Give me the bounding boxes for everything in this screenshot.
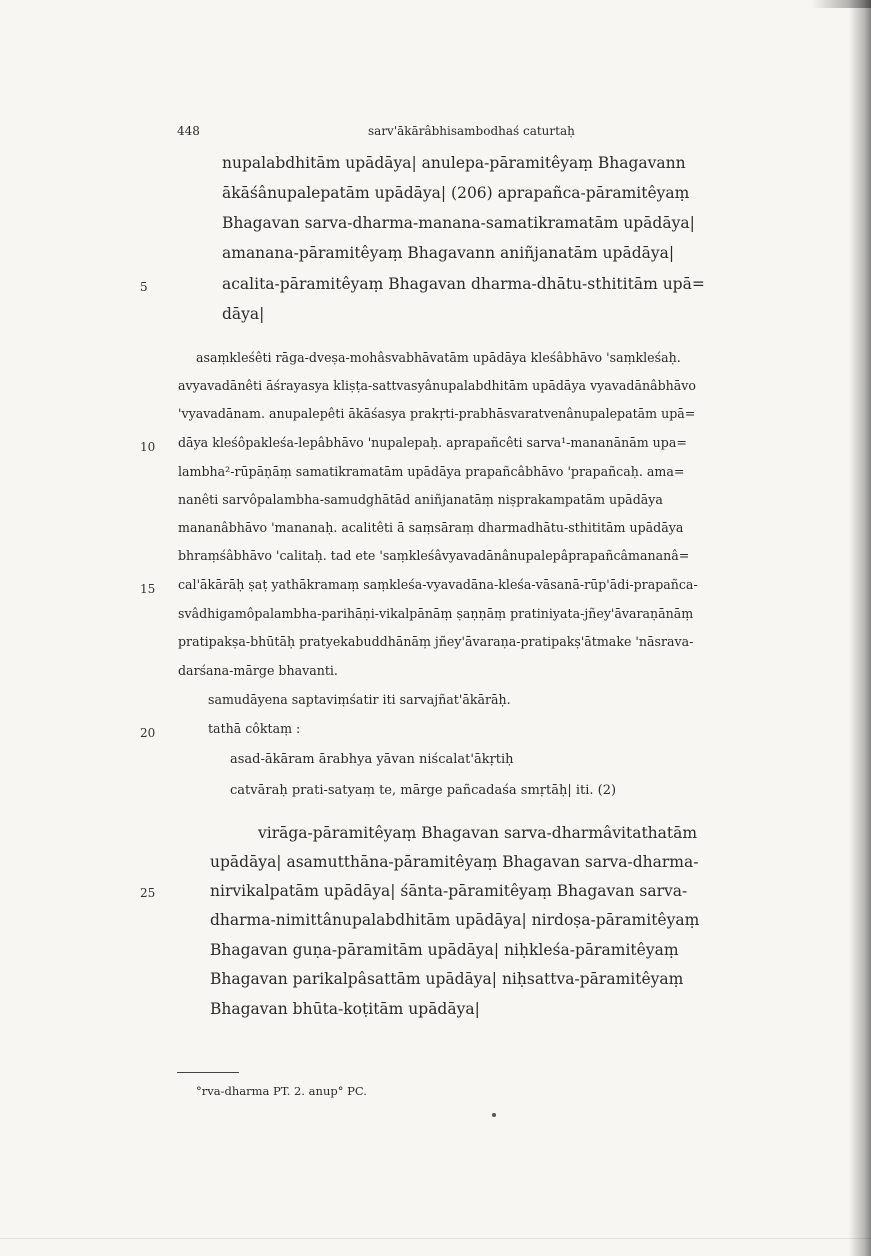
line-number: 15 [140, 582, 156, 596]
commentary-line: cal'ākārāḥ ṣaṭ yathākramaṃ saṃkleśa-vyavadāna-kleśa-vāsanā-rūp'ādi-prapañca- [178, 577, 698, 592]
commentary-line: pratipakṣa-bhūtāḥ pratyekabuddhānāṃ jñey'āvaraṇa-pratipakṣ'ātmake 'nāsrava- [178, 634, 694, 649]
commentary-line: mananâbhāvo 'mananaḥ. acalitêti ā saṃsāraṃ dharmadhātu-sthititām upādāya [178, 520, 684, 535]
text-line: Bhagavan sarva-dharma-manana-samatikramatām upādāya| [222, 214, 695, 232]
text-line: nirvikalpatām upādāya| śānta-pāramitêyaṃ Bhagavan sarva- [210, 882, 688, 900]
scan-bottom-edge [0, 1238, 871, 1239]
text-line: amanana-pāramitêyaṃ Bhagavann aniñjanatām upādāya| [222, 244, 675, 262]
summary-line: tathā côktaṃ : [208, 721, 301, 736]
text-line: Bhagavan bhūta-koṭitām upādāya| [210, 1000, 480, 1018]
text-line: ākāśânupalepatām upādāya| (206) aprapañca-pāramitêyaṃ [222, 184, 690, 202]
commentary-line: darśana-mārge bhavanti. [178, 663, 338, 678]
page-number: 448 [177, 124, 200, 138]
text-line: upādāya| asamutthāna-pāramitêyaṃ Bhagavan sarva-dharma- [210, 853, 699, 871]
commentary-line: asaṃkleśêti rāga-dveṣa-mohâsvabhāvatām upādāya kleśâbhāvo 'saṃkleśaḥ. [196, 350, 681, 365]
commentary-line: 'vyavadānam. anupalepêti ākāśasya prakṛti-prabhāsvaratvenânupalepatām upā= [178, 406, 696, 421]
footnotes: °rva-dharma PT. 2. anup° PC. [196, 1084, 367, 1098]
text-line: nupalabdhitām upādāya| anulepa-pāramitêyaṃ Bhagavann [222, 154, 686, 172]
commentary-line: svâdhigamôpalambha-parihāṇi-vikalpānāṃ ṣaṇṇāṃ pratiniyata-jñey'āvaraṇānāṃ [178, 606, 694, 621]
text-line: Bhagavan guṇa-pāramitām upādāya| niḥkleśa-pāramitêyaṃ [210, 941, 679, 959]
page-edge-shadow [849, 0, 871, 1256]
commentary-line: lambha²-rūpāṇāṃ samatikramatām upādāya prapañcâbhāvo 'prapañcaḥ. ama= [178, 464, 685, 479]
commentary-line: bhraṃśâbhāvo 'calitaḥ. tad ete 'saṃkleśâvyavadānânupalepâprapañcâmananâ= [178, 548, 690, 563]
line-number: 20 [140, 726, 156, 740]
summary-line: samudāyena saptaviṃśatir iti sarvajñat'ākārāḥ. [208, 692, 511, 707]
line-number: 10 [140, 440, 156, 454]
ink-dot [492, 1113, 496, 1117]
line-number: 25 [140, 886, 156, 900]
line-number: 5 [140, 280, 148, 294]
verse-line: asad-ākāram ārabhya yāvan niścalat'ākṛtiḥ [230, 752, 514, 767]
commentary-line: dāya kleśôpakleśa-lepâbhāvo 'nupalepaḥ. aprapañcêti sarva¹-mananānām upa= [178, 435, 687, 450]
commentary-line: nanêti sarvôpalambha-samudghātād aniñjanatāṃ niṣprakampatām upādāya [178, 492, 663, 507]
running-title: sarv'ākārâbhisambodhaś caturtaḥ [368, 124, 575, 138]
verse-line: catvāraḥ prati-satyaṃ te, mārge pañcadaśa smṛtāḥ| iti. (2) [230, 783, 617, 798]
text-line: virāga-pāramitêyaṃ Bhagavan sarva-dharmâvitathatām [258, 824, 698, 842]
text-line: Bhagavan parikalpâsattām upādāya| niḥsattva-pāramitêyaṃ [210, 970, 684, 988]
text-line: dāya| [222, 305, 265, 323]
text-line: dharma-nimittânupalabdhitām upādāya| nirdoṣa-pāramitêyaṃ [210, 911, 700, 929]
scan-edge-mark [811, 0, 871, 8]
footnote-divider [177, 1072, 239, 1073]
text-line: acalita-pāramitêyaṃ Bhagavan dharma-dhātu-sthititām upā= [222, 275, 705, 293]
commentary-line: avyavadānêti āśrayasya kliṣṭa-sattvasyânupalabdhitām upādāya vyavadānâbhāvo [178, 378, 696, 393]
